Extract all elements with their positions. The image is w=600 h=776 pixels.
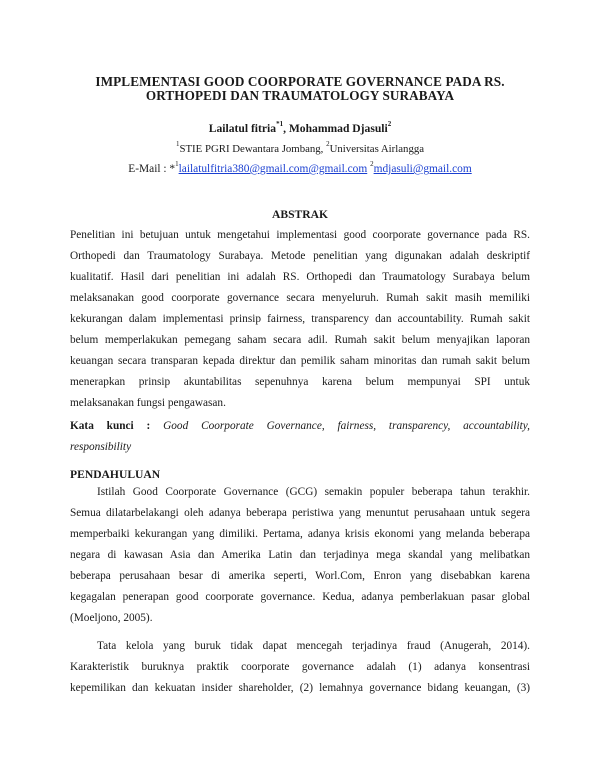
email-1-link[interactable]: lailatulfitria380@gmail.com@gmail.com [178, 163, 368, 175]
abstract-heading: ABSTRAK [271, 208, 329, 221]
keywords-list: Good Coorporate Governance, fairness, transparency, accountability, [163, 420, 530, 432]
intro-line: Semua dilatarbelakangi oleh adanya beberapa peristiwa yang menuntut perusahaan untuk segera [70, 507, 530, 519]
intro-line: (Moeljono, 2005). [70, 612, 153, 624]
email-label: E-Mail : * [128, 163, 176, 175]
abstract-line: melaksanakan good coorporate governance secara menyeluruh. Rumah sakit masih memiliki [70, 292, 530, 304]
author-separator: , [283, 122, 289, 135]
affil-2: Universitas Airlangga [329, 143, 425, 155]
abstract-line: keuangan secara transparan kepada direktur dan pemilik saham minoritas dan rumah sakit belum [70, 355, 530, 367]
affil-2-sup: 2 [326, 140, 330, 149]
affil-1: STIE PGRI Dewantara Jombang, [179, 143, 327, 155]
email-1-sup: 1 [175, 160, 179, 169]
intro-line: beberapa perusahaan besar di amerika seperti, Worl.Com, Enron yang disebabkan karena [70, 570, 530, 582]
abstract-line: Penelitian ini betujuan untuk mengetahui implementasi good coorporate governance pada RS. [70, 229, 530, 241]
intro-line: Istilah Good Coorporate Governance (GCG) semakin populer beberapa tahun terakhir. [97, 486, 530, 498]
intro-line: kegagalan penerapan good coorporate governance. Kedua, adanya pemberlakuan pasar global [70, 591, 530, 603]
keywords-line-2: responsibility [70, 441, 132, 453]
intro-line: negara di kawasan Asia dan Amerika Latin dan terjadinya mega skandal yang melibatkan [70, 549, 530, 561]
paper-title-line-1: IMPLEMENTASI GOOD COORPORATE GOVERNANCE PADA RS. [95, 74, 505, 89]
keywords-label: Kata kunci : [70, 420, 151, 432]
paper-title-line-2: ORTHOPEDI DAN TRAUMATOLOGY SURABAYA [145, 88, 455, 103]
author-2-sup: 2 [387, 120, 392, 129]
abstract-line: Orthopedi dan Traumatology Surabaya. Metode penelitian yang digunakan adalah deskriptif [70, 250, 530, 262]
affiliations [0, 140, 600, 155]
intro-line: memperbaiki kekurangan yang dimiliki. Pertama, adanya krisis ekonomi yang melanda beberapa [70, 528, 530, 540]
abstract-line: melaksanakan fungsi pengawasan. [70, 397, 226, 409]
intro-line: Tata kelola yang buruk tidak dapat mencegah terjadinya fraud (Anugerah, 2014). [97, 640, 530, 652]
authors [0, 122, 600, 135]
author-2: Mohammad Djasuli [288, 122, 388, 135]
email-line [0, 160, 600, 175]
abstract-line: kekurangan dalam implementasi prinsip fairness, transparency dan accountability. Rumah sakit [70, 313, 530, 325]
affil-1-sup: 1 [175, 140, 180, 149]
intro-line: kepemilikan dan kekuatan insider shareholder, (2) lemahnya governance bidang keuangan, (3) [70, 682, 530, 694]
author-1-sup: *1 [276, 120, 284, 129]
keywords-line-1 [70, 420, 530, 432]
email-2-sup: 2 [370, 160, 374, 169]
intro-line: Karakteristik buruknya praktik coorporate governance adalah (1) adanya konsentrasi [70, 661, 530, 673]
abstract-line: kualitatif. Hasil dari penelitian ini adalah RS. Orthopedi dan Traumatology Surabaya belum [70, 271, 530, 283]
intro-heading: PENDAHULUAN [70, 468, 161, 481]
abstract-line: menerapkan prinsip akuntabilitas sepenuhnya karena belum mempunyai SPI untuk [70, 376, 530, 388]
author-1: Lailatul fitria [208, 122, 277, 135]
abstract-line: belum memperlakukan pemegang saham secara adil. Rumah sakit belum menyajikan laporan [70, 334, 530, 346]
email-2-link[interactable]: mdjasuli@gmail.com [373, 163, 472, 175]
